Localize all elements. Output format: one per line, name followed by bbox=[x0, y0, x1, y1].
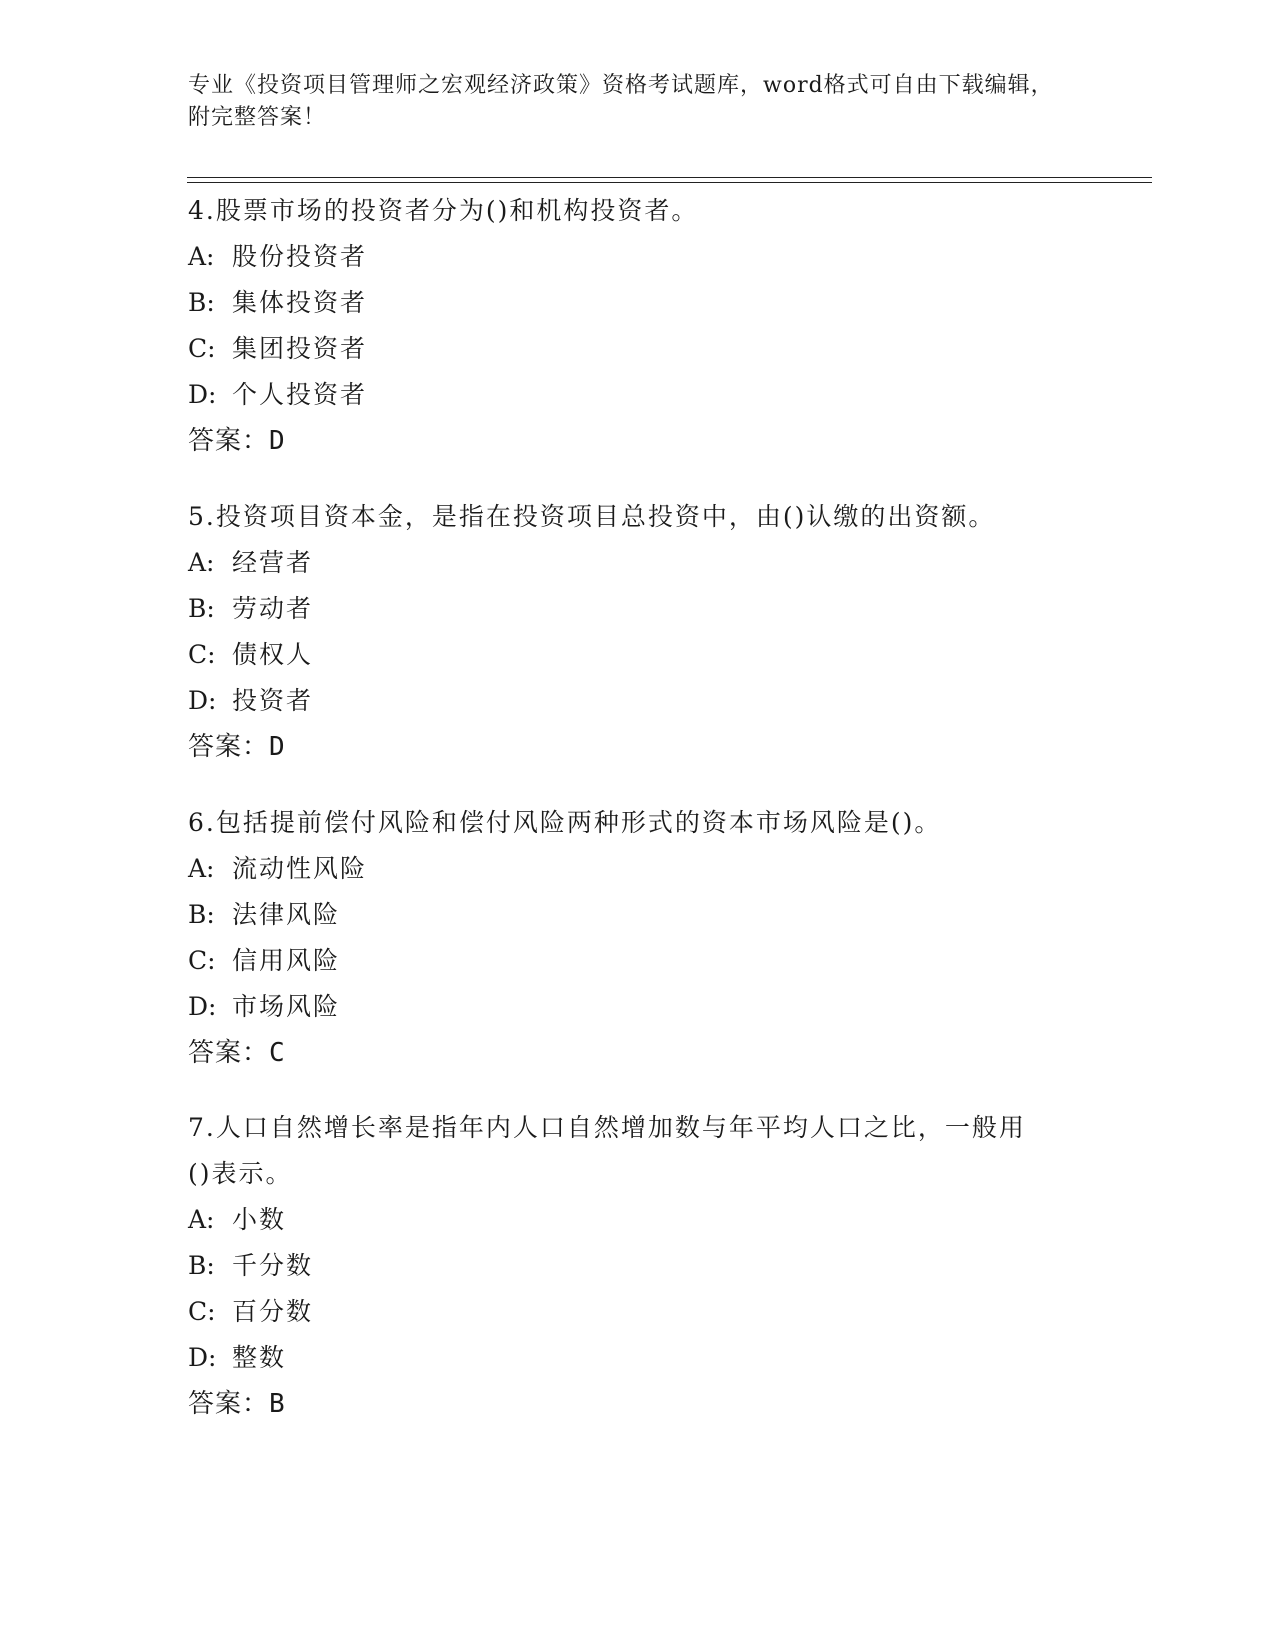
answer-value: B bbox=[269, 1389, 286, 1419]
answer-label: 答案： bbox=[188, 1389, 270, 1419]
option-letter: D: bbox=[188, 686, 217, 715]
option-text: 市场风险 bbox=[232, 992, 341, 1021]
option-d bbox=[188, 984, 1088, 1030]
option-text: 投资者 bbox=[232, 686, 314, 715]
option-letter: A: bbox=[188, 1205, 215, 1234]
option-text: 百分数 bbox=[232, 1297, 314, 1326]
option-text: 劳动者 bbox=[232, 594, 314, 623]
answer-value: D bbox=[269, 732, 286, 762]
option-b bbox=[188, 892, 1088, 938]
option-a bbox=[188, 540, 1088, 586]
question-6 bbox=[188, 800, 1088, 1076]
option-text: 小数 bbox=[232, 1205, 287, 1234]
option-text: 整数 bbox=[232, 1343, 287, 1372]
option-c bbox=[188, 632, 1088, 678]
question-stem: 6.包括提前偿付风险和偿付风险两种形式的资本市场风险是()。 bbox=[188, 808, 942, 837]
header-divider-top bbox=[187, 177, 1152, 178]
option-letter: D: bbox=[188, 380, 217, 409]
option-c bbox=[188, 938, 1088, 984]
question-stem: 4.股票市场的投资者分为()和机构投资者。 bbox=[188, 196, 699, 225]
option-text: 千分数 bbox=[232, 1251, 314, 1280]
option-letter: B: bbox=[188, 288, 215, 317]
question-7 bbox=[188, 1105, 1048, 1427]
answer-line bbox=[188, 1030, 1088, 1076]
option-b bbox=[188, 1243, 1048, 1289]
option-text: 个人投资者 bbox=[232, 380, 368, 409]
document-header: 专业《投资项目管理师之宏观经济政策》资格考试题库，word格式可自由下载编辑，附完整答案！ bbox=[188, 73, 1054, 130]
answer-label: 答案： bbox=[188, 732, 270, 762]
option-letter: B: bbox=[188, 900, 215, 929]
option-c bbox=[188, 326, 1088, 372]
option-letter: C: bbox=[188, 334, 216, 363]
header-divider-bottom bbox=[187, 182, 1152, 183]
option-a bbox=[188, 234, 1088, 280]
question-4 bbox=[188, 188, 1088, 464]
option-a bbox=[188, 1197, 1048, 1243]
option-letter: D: bbox=[188, 1343, 217, 1372]
option-c bbox=[188, 1289, 1048, 1335]
option-letter: C: bbox=[188, 640, 216, 669]
option-text: 法律风险 bbox=[232, 900, 341, 929]
option-d bbox=[188, 678, 1088, 724]
option-text: 经营者 bbox=[232, 548, 314, 577]
option-text: 信用风险 bbox=[232, 946, 341, 975]
option-text: 集团投资者 bbox=[232, 334, 368, 363]
option-d bbox=[188, 1335, 1048, 1381]
answer-line bbox=[188, 724, 1088, 770]
option-letter: A: bbox=[188, 242, 215, 271]
question-5 bbox=[188, 494, 1088, 770]
option-text: 债权人 bbox=[232, 640, 314, 669]
option-letter: D: bbox=[188, 992, 217, 1021]
question-stem: 7.人口自然增长率是指年内人口自然增加数与年平均人口之比，一般用()表示。 bbox=[188, 1113, 1026, 1188]
answer-line bbox=[188, 418, 1088, 464]
option-text: 股份投资者 bbox=[232, 242, 368, 271]
option-text: 集体投资者 bbox=[232, 288, 368, 317]
option-b bbox=[188, 586, 1088, 632]
option-letter: C: bbox=[188, 946, 216, 975]
option-d bbox=[188, 372, 1088, 418]
answer-value: C bbox=[269, 1038, 286, 1068]
answer-label: 答案： bbox=[188, 1038, 270, 1068]
answer-label: 答案： bbox=[188, 426, 270, 456]
option-a bbox=[188, 846, 1088, 892]
option-letter: A: bbox=[188, 854, 215, 883]
question-stem: 5.投资项目资本金，是指在投资项目总投资中，由()认缴的出资额。 bbox=[188, 502, 996, 531]
option-letter: B: bbox=[188, 594, 215, 623]
option-b bbox=[188, 280, 1088, 326]
option-letter: C: bbox=[188, 1297, 216, 1326]
answer-line bbox=[188, 1381, 1048, 1427]
option-letter: B: bbox=[188, 1251, 215, 1280]
option-letter: A: bbox=[188, 548, 215, 577]
option-text: 流动性风险 bbox=[232, 854, 368, 883]
answer-value: D bbox=[269, 426, 286, 456]
